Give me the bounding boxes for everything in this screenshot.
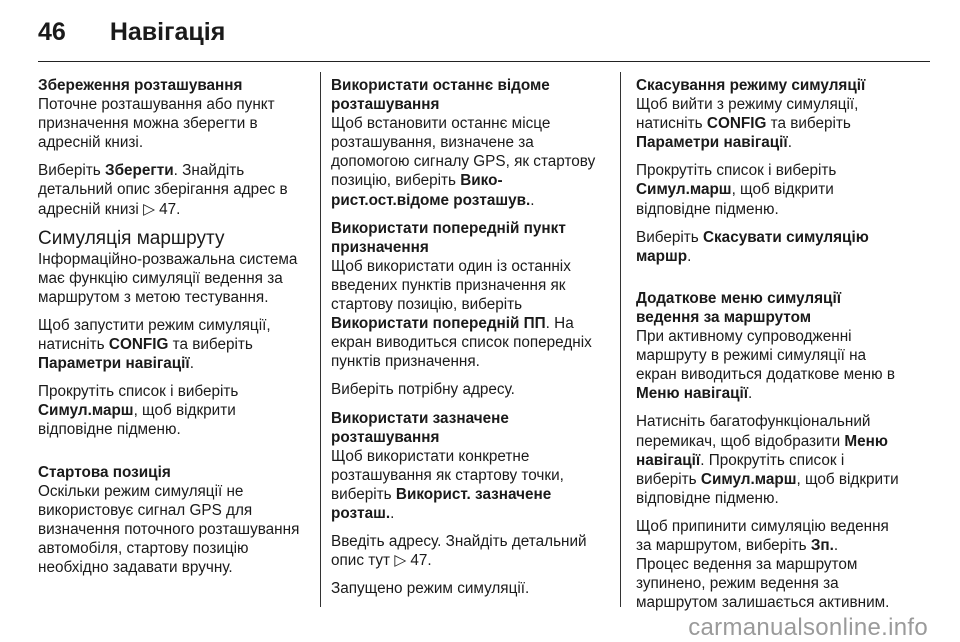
paragraph-simulation-started: Запущено режим симуляції.	[331, 580, 530, 598]
section-heading-save: Збереження розташування	[38, 77, 243, 94]
watermark: carmanualsonline.info	[688, 614, 928, 641]
paragraph-extra-4: Процес ведення за маршрутом зупинено, режим ведення за маршрутом залишається активним.	[636, 556, 890, 612]
paragraph-extra-1: При активному супроводженні маршруту в режимі симуляції на екран виводиться додаткове меню в Меню навігації.	[636, 328, 895, 403]
section-heading-simulation: Симуляція маршруту	[38, 227, 225, 249]
paragraph-extra-2: Натисніть багатофункціональний перемикач, щоб відобразити Меню навігації. Прокрутіть список і виберіть Симул.марш, щоб відкрити відповідне підменю.	[636, 413, 899, 507]
paragraph-select-address: Виберіть потрібну адресу.	[331, 381, 515, 399]
paragraph-cancel-2: Прокрутіть список і виберіть Симул.марш, щоб відкрити відповідне підменю.	[636, 162, 837, 218]
paragraph-sim-3: Прокрутіть список і виберіть Симул.марш, щоб відкрити відповідне підменю.	[38, 383, 239, 439]
paragraph-previous-destination: Щоб використати один із останніх введених пунктів призначення як стартову позицію, виберіть Використати попередній ПП. На екран виводиться список попередніх пунктів призначення.	[331, 257, 592, 371]
page-title: Навігація	[109, 17, 226, 46]
paragraph-given-location: Щоб використати конкретне розташування як стартову точки, виберіть Використ. зазначене розташ..	[331, 447, 564, 522]
paragraph-last-known: Щоб встановити останнє місце розташування, визначене за допомогою сигналу GPS, як стартову позицію, виберіть Вико-рист.ост.відоме розташув..	[331, 115, 596, 209]
reference-arrow-icon: ▷	[394, 552, 407, 570]
column-2	[331, 76, 603, 607]
paragraph-start-position: Оскільки режим симуляції не використовує сигнал GPS для визначення поточного розташування автомобіля, стартову позицію необхідно задавати вручну.	[38, 482, 300, 576]
paragraph-save-1: Поточне розташування або пункт призначення можна зберегти в адресній книзі.	[38, 96, 275, 152]
column-3	[636, 76, 908, 621]
section-heading-cancel-simulation: Скасування режиму симуляції	[636, 77, 866, 94]
section-heading-last-known: Використати останнє відоме розташування	[331, 77, 550, 114]
section-heading-start-position: Стартова позиція	[38, 463, 171, 481]
header-rule	[38, 61, 930, 62]
page-number: 46	[38, 17, 66, 46]
paragraph-cancel-1: Щоб вийти з режиму симуляції, натисніть CONFIG та виберіть Параметри навігації.	[636, 96, 859, 152]
paragraph-cancel-3: Виберіть Скасувати симуляцію маршр.	[636, 228, 869, 265]
column-divider-2	[620, 72, 621, 607]
reference-arrow-icon: ▷	[143, 200, 155, 218]
page-header	[38, 12, 225, 52]
paragraph-save-2: Виберіть Зберегти. Знайдіть детальний опис зберігання адрес в адресній книзі ▷ 47.	[38, 162, 288, 218]
section-heading-previous-destination: Використати попередній пункт призначення	[331, 219, 566, 256]
section-heading-given-location: Використати зазначене розташування	[331, 409, 509, 446]
paragraph-sim-2: Щоб запустити режим симуляції, натисніть CONFIG та виберіть Параметри навігації.	[38, 316, 271, 373]
paragraph-extra-3: Щоб припинити симуляцію ведення за маршрутом, виберіть Зп..	[636, 517, 889, 554]
column-divider-1	[320, 72, 321, 607]
column-1	[38, 76, 310, 586]
section-heading-extra-menu: Додаткове меню симуляції ведення за маршрутом	[636, 289, 841, 326]
paragraph-enter-address: Введіть адресу. Знайдіть детальний опис тут ▷ 47.	[331, 533, 587, 570]
paragraph-sim-1: Інформаційно-розважальна система має функцію симуляції ведення за маршрутом з метою тестування.	[38, 250, 298, 306]
